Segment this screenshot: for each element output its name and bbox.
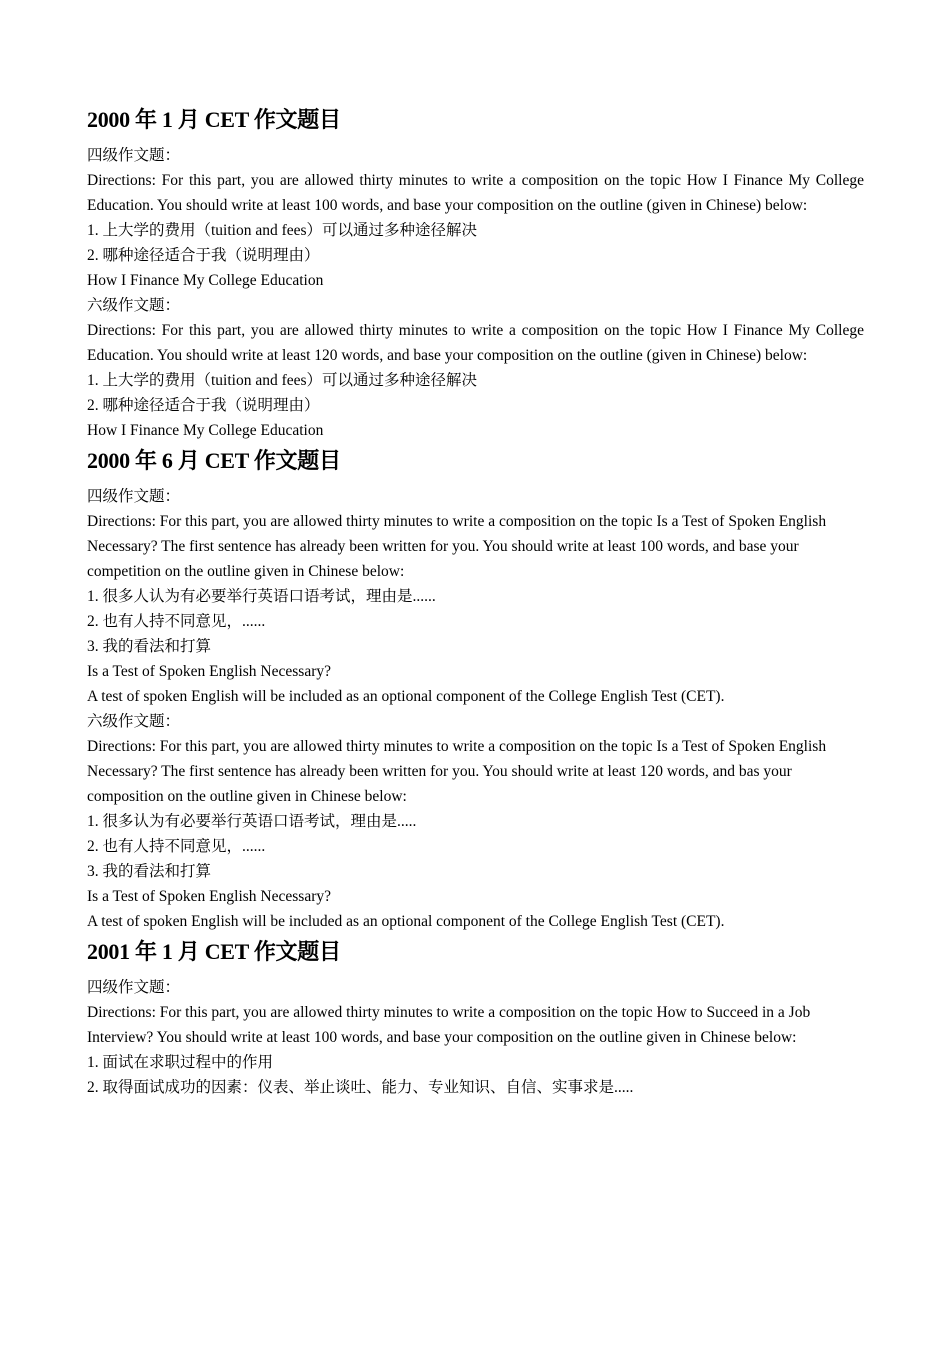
section-title: 2001 年 1 月 CET 作文题目 <box>87 939 341 964</box>
essay-title: Is a Test of Spoken English Necessary? <box>87 888 331 905</box>
directions-paragraph: Directions: For this part, you are allowed thirty minutes to write a composition on the topic Is a Test of Spoken English Necessary? The first sentence has already been written for you. You should write at least 120 words, and bas your composition on the outline given in Chinese below: <box>87 738 827 805</box>
outline-item: 2. 哪种途径适合于我（说明理由） <box>87 247 320 264</box>
section-2000-jun <box>87 446 864 934</box>
section-title: 2000 年 6 月 CET 作文题目 <box>87 448 341 473</box>
essay-title: Is a Test of Spoken English Necessary? <box>87 663 331 680</box>
cet4-heading: 四级作文题： <box>87 488 181 505</box>
outline-item: 1. 很多人认为有必要举行英语口语考试，理由是...... <box>87 588 436 605</box>
section-2000-jan <box>87 105 864 443</box>
outline-item: 1. 上大学的费用（tuition and fees）可以通过多种途径解决 <box>87 372 478 389</box>
outline-item: 2. 哪种途径适合于我（说明理由） <box>87 397 320 414</box>
document-page <box>87 103 864 1100</box>
first-sentence: A test of spoken English will be included as an optional component of the College English Test (CET). <box>87 688 725 705</box>
outline-item: 3. 我的看法和打算 <box>87 638 212 655</box>
directions-paragraph: Directions: For this part, you are allowed thirty minutes to write a composition on the topic How I Finance My College Education. You should write at least 120 words, and base your composition on the outline (given in Chinese) below: <box>87 322 864 364</box>
essay-title: How I Finance My College Education <box>87 272 324 289</box>
section-title: 2000 年 1 月 CET 作文题目 <box>87 107 341 132</box>
cet6-heading: 六级作文题： <box>87 713 181 730</box>
cet4-heading: 四级作文题： <box>87 979 181 996</box>
outline-item: 1. 面试在求职过程中的作用 <box>87 1054 274 1071</box>
directions-paragraph: Directions: For this part, you are allowed thirty minutes to write a composition on the topic How I Finance My College Education. You should write at least 100 words, and base your composition on the outline (given in Chinese) below: <box>87 172 864 214</box>
outline-item: 2. 也有人持不同意见，...... <box>87 838 266 855</box>
cet4-heading: 四级作文题： <box>87 147 181 164</box>
outline-item: 3. 我的看法和打算 <box>87 863 212 880</box>
first-sentence: A test of spoken English will be included as an optional component of the College English Test (CET). <box>87 913 725 930</box>
essay-title: How I Finance My College Education <box>87 422 324 439</box>
outline-item: 1. 很多认为有必要举行英语口语考试，理由是..... <box>87 813 417 830</box>
directions-paragraph: Directions: For this part, you are allowed thirty minutes to write a composition on the topic How to Succeed in a Job Interview? You should write at least 100 words, and base your composition on the outline given in Chinese below: <box>87 1004 811 1046</box>
cet6-heading: 六级作文题： <box>87 297 181 314</box>
section-2001-jan <box>87 937 864 1100</box>
outline-item: 1. 上大学的费用（tuition and fees）可以通过多种途径解决 <box>87 222 478 239</box>
directions-paragraph: Directions: For this part, you are allowed thirty minutes to write a composition on the topic Is a Test of Spoken English Necessary? The first sentence has already been written for you. You should write at least 100 words, and base your competition on the outline given in Chinese below: <box>87 513 827 580</box>
outline-item: 2. 也有人持不同意见，...... <box>87 613 266 630</box>
outline-item: 2. 取得面试成功的因素：仪表、举止谈吐、能力、专业知识、自信、实事求是..... <box>87 1079 634 1096</box>
